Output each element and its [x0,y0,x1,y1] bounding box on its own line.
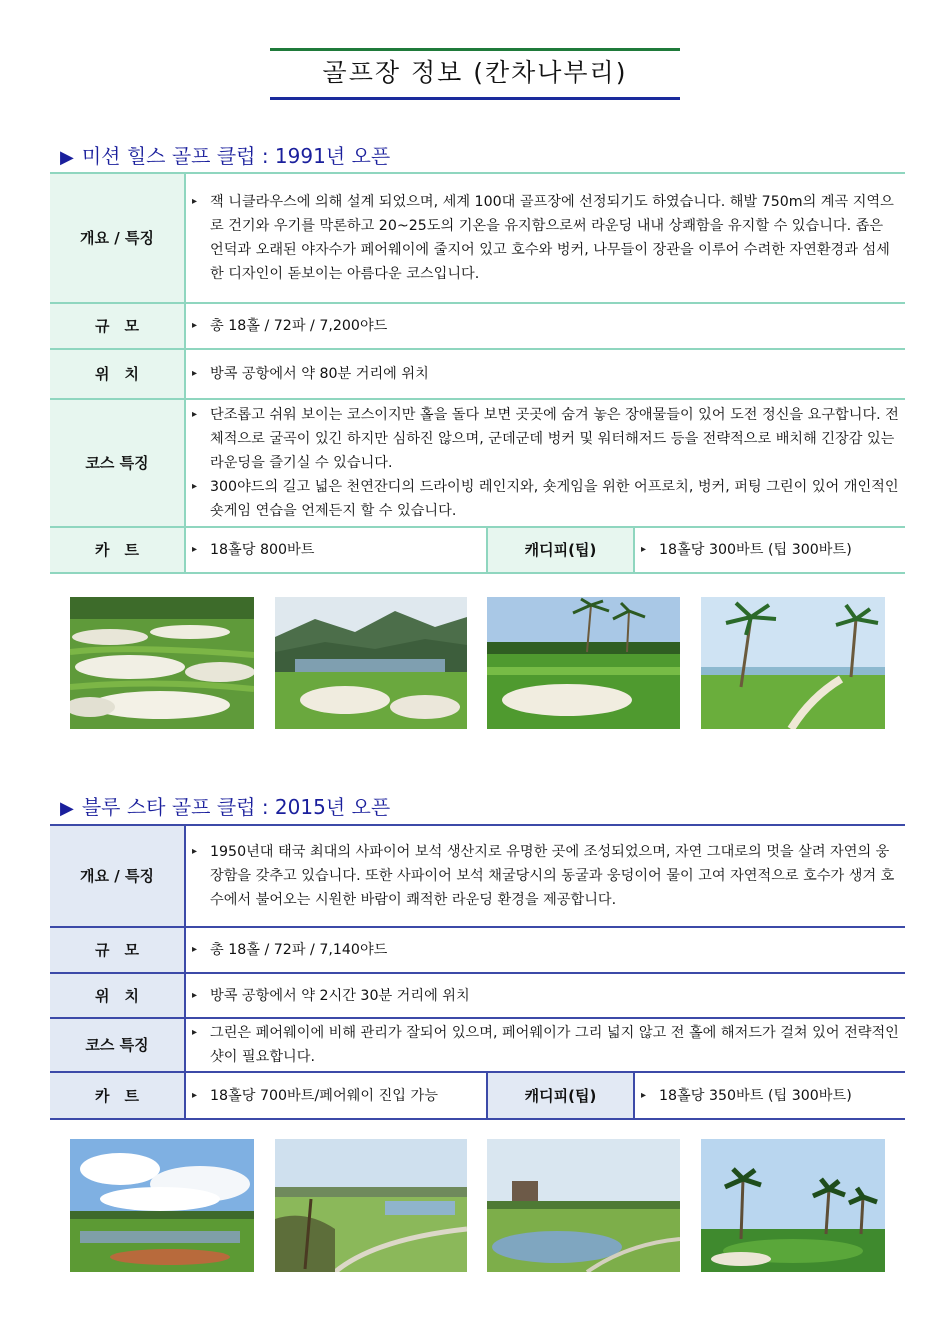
golf-photo-seaside [701,597,885,729]
course-label: 코스 특징 [50,1018,185,1072]
cart-cell [185,527,487,573]
golf-photo-palm-bunker [487,597,680,729]
location-label: 위 치 [50,973,185,1018]
caddie-label: 캐디피(팁) [487,1072,634,1119]
section-heading-blue-star [60,791,390,820]
golf-photo-clouds-course [70,1139,254,1272]
club-info-table [50,172,905,574]
golf-photo-lake-mountains [275,597,467,729]
course-item: ▸ 그린은 페어웨이에 비해 관리가 잘되어 있으며, 페어웨이가 그리 넓지 않고 전 홀에 해저드가 걸쳐 있어 전략적인 샷이 필요합니다. [192,1021,899,1069]
golf-photo-clubhouse-lake [487,1139,680,1272]
scale-value: ▸ 총 18홀 / 72파 / 7,140야드 [192,938,899,962]
page-title-box [270,48,680,100]
caddie-cell [634,1072,905,1119]
location-value: ▸ 방콕 공항에서 약 2시간 30분 거리에 위치 [192,984,899,1008]
overview-cell [185,173,905,303]
caddie-value: ▸ 18홀당 300바트 (팁 300바트) [641,538,899,562]
golf-photo-fairway-tree [275,1139,467,1272]
overview-text: ▸ 1950년대 태국 최대의 사파이어 보석 생산지로 유명한 곳에 조성되었으며, 자연 그대로의 멋을 살려 자연의 웅장함을 갖추고 있습니다. 또한 사파이어 보석 채굴당시의 동굴과 웅덩이어 물이 고여 자연적으로 호수가 생겨 호수에서 불어오는 시원한 바람이 쾌적한 라운딩 환경을 제공합니다. [192,840,899,912]
triangle-bullet-icon: ▶ [60,798,74,819]
overview-label: 개요 / 특징 [50,173,185,303]
triangle-bullet-icon: ▶ [60,147,74,168]
location-value: ▸ 방콕 공항에서 약 80분 거리에 위치 [192,362,899,386]
overview-label: 개요 / 특징 [50,825,185,927]
overview-text: ▸ 잭 니클라우스에 의해 설계 되었으며, 세계 100대 골프장에 선정되기도 하였습니다. 해발 750m의 계곡 지역으로 건기와 우기를 막론하고 20~25도의 기온을 유지함으로써 라운딩 내내 상쾌함을 유지할 수 있습니다. 좁은 언덕과 오래된 야자수가 페어웨이에 줄지어 있고 호수와 벙커, 나무들이 장관을 이루어 수려한 자연환경과 섬세한 디자인이 돋보이는 아름다운 코스입니다. [192,190,899,286]
caddie-label: 캐디피(팁) [487,527,634,573]
scale-cell [185,303,905,349]
caddie-cell [634,527,905,573]
cart-value: ▸ 18홀당 700바트/페어웨이 진입 가능 [192,1084,480,1108]
golf-photo-palms-green [701,1139,885,1272]
golf-photo-bunkers [70,597,254,729]
location-cell [185,973,905,1018]
club-info-table [50,824,905,1120]
cart-value: ▸ 18홀당 800바트 [192,538,480,562]
location-label: 위 치 [50,349,185,399]
course-item: ▸ 300야드의 길고 넓은 천연잔디의 드라이빙 레인지와, 숏게임을 위한 어프로치, 벙커, 퍼팅 그린이 있어 개인적인 숏게임 연습을 언제든지 할 수 있습니다. [192,475,899,523]
scale-label: 규 모 [50,303,185,349]
cart-cell [185,1072,487,1119]
course-cell [185,399,905,527]
caddie-value: ▸ 18홀당 350바트 (팁 300바트) [641,1084,899,1108]
page-title: 골프장 정보 (칸차나부리) [322,58,628,87]
section-heading-mission-hills [60,140,390,169]
cart-label: 카 트 [50,527,185,573]
scale-value: ▸ 총 18홀 / 72파 / 7,200야드 [192,314,899,338]
location-cell [185,349,905,399]
scale-cell [185,927,905,973]
section-heading-text: 미션 힐스 골프 클럽 : 1991년 오픈 [81,144,391,168]
section-heading-text: 블루 스타 골프 클럽 : 2015년 오픈 [81,795,391,819]
course-cell [185,1018,905,1072]
overview-cell [185,825,905,927]
course-item: ▸ 단조롭고 쉬워 보이는 코스이지만 홀을 돌다 보면 곳곳에 숨겨 놓은 장애물들이 있어 도전 정신을 요구합니다. 전체적으로 굴곡이 있긴 하지만 심하진 않으며, 군데군데 벙커 및 워터해저드 등을 전략적으로 배치해 긴장감 있는 라운딩을 즐기실 수 있습니다. [192,403,899,475]
course-label: 코스 특징 [50,399,185,527]
cart-label: 카 트 [50,1072,185,1119]
scale-label: 규 모 [50,927,185,973]
